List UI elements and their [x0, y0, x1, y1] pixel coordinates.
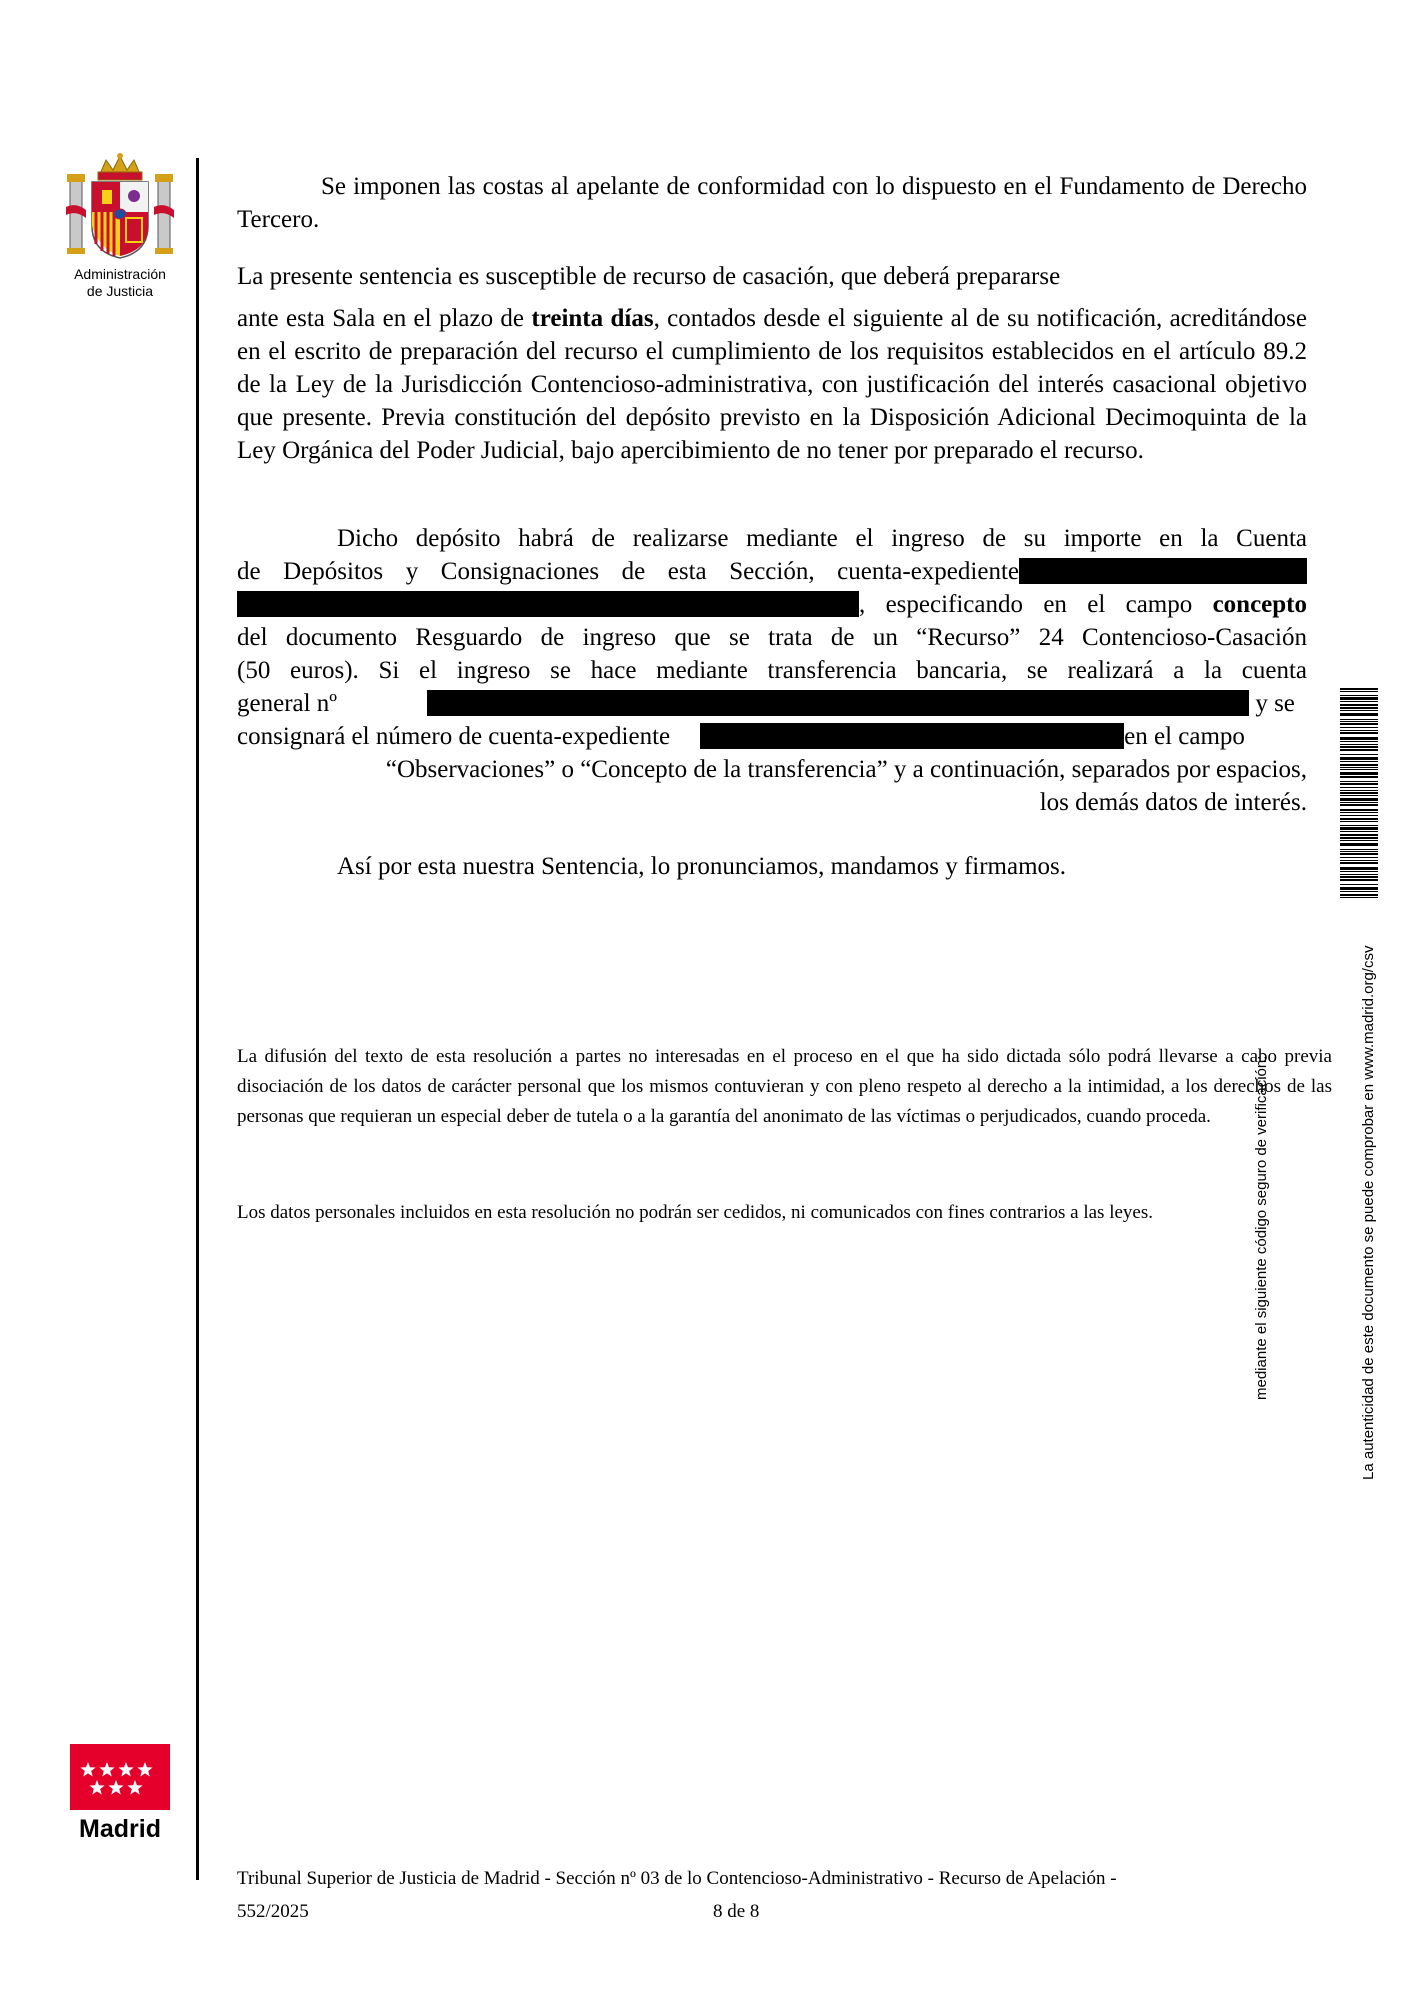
star-icon	[108, 1780, 123, 1794]
barcode-bar	[1340, 744, 1378, 745]
redaction-bar	[700, 723, 1124, 749]
barcode-bar	[1340, 804, 1378, 806]
barcode-icon	[1340, 688, 1378, 898]
barcode-bar	[1340, 749, 1378, 751]
barcode-bar	[1340, 746, 1378, 748]
footer-page-number: 8 de 8	[713, 1901, 760, 1922]
deposit-line-1: Dicho depósito habrá de realizarse mediante el ingreso de su importe en la Cuenta	[337, 525, 1307, 552]
appeal-text-a: ante esta Sala en el plazo de	[237, 305, 532, 332]
redaction-bar	[237, 591, 859, 617]
deposit-line-7	[237, 720, 1307, 753]
deposit-line-7-a: consignará el número de cuenta-expediente	[237, 723, 671, 750]
barcode-bar	[1340, 781, 1378, 782]
paragraph-appeal-intro: La presente sentencia es susceptible de recurso de casación, que deberá prepararse	[237, 263, 1061, 290]
barcode-bar	[1340, 827, 1378, 830]
barcode-bar	[1340, 897, 1378, 898]
appeal-text-b: , contados desde el siguiente al de su notificación, acreditándose en el escrito de preparación del recurso el cumplimiento de los requisitos establecidos en el artículo 89.2 de la Ley de la Jurisdicción Contencioso-administrativa, con justificación del interés casacional objetivo que presente. Previa constitución del depósito previsto en la Disposición Adicional Decimoquinta de la Ley Orgánica del Poder Judicial, bajo apercibimiento de no tener por preparado el recurso.	[237, 305, 1308, 464]
barcode-bar	[1340, 818, 1378, 820]
deposit-line-9: los demás datos de interés.	[1039, 789, 1307, 816]
star-icon	[127, 1780, 142, 1794]
madrid-stars-icon	[70, 1744, 170, 1810]
margin-rule	[196, 158, 199, 1880]
concepto-bold: concepto	[1212, 591, 1307, 618]
coat-caption	[52, 266, 188, 300]
barcode-bar	[1340, 860, 1378, 861]
barcode-bar	[1340, 787, 1378, 788]
barcode-bar	[1340, 840, 1378, 841]
barcode-bar	[1340, 767, 1378, 768]
barcode-bar	[1340, 798, 1378, 801]
deposit-line-4: del documento Resguardo de ingreso que se trata de un “Recurso” 24 Contencioso-Casación	[237, 624, 1307, 651]
deposit-line-3-text: , especificando en el campo	[859, 591, 1213, 618]
barcode-bar	[1340, 876, 1378, 878]
barcode-bar	[1340, 809, 1378, 811]
barcode-bar	[1340, 812, 1378, 813]
barcode-bar	[1340, 887, 1378, 890]
barcode-bar	[1340, 874, 1378, 875]
barcode-bar	[1340, 862, 1378, 864]
barcode-bar	[1340, 776, 1378, 778]
barcode-bar	[1340, 825, 1378, 826]
barcode-bar	[1340, 851, 1378, 852]
barcode-bar	[1340, 783, 1378, 785]
verification-text-2: La autenticidad de este documento se puede comprobar en www.madrid.org/csv	[1360, 945, 1377, 1480]
barcode-bar	[1340, 834, 1378, 836]
deposit-line-2	[237, 555, 1307, 588]
barcode-bar	[1340, 772, 1378, 775]
barcode-bar	[1340, 757, 1378, 760]
footer-court: Tribunal Superior de Justicia de Madrid - Sección nº 03 de lo Contencioso-Administrativo - Recurso de Apelación -	[237, 1868, 1117, 1889]
barcode-bar	[1340, 754, 1378, 755]
barcode-bar	[1340, 891, 1378, 892]
barcode-bar	[1340, 815, 1378, 816]
barcode-bar	[1340, 802, 1378, 803]
barcode-bar	[1340, 853, 1378, 855]
deposit-line-7-b: en el campo	[1124, 723, 1245, 750]
star-icon	[137, 1762, 152, 1776]
deposit-line-6-b: y se	[1249, 690, 1295, 717]
madrid-logo-word: Madrid	[79, 1815, 161, 1843]
barcode-bar	[1340, 713, 1378, 716]
redaction-bar	[427, 690, 1249, 716]
coat-caption-line2: de Justicia	[86, 283, 154, 299]
madrid-logo	[70, 1744, 170, 1844]
barcode-bar	[1340, 737, 1378, 740]
deposit-line-8: “Observaciones” o “Concepto de la transferencia” y a continuación, separados por espacios,	[385, 756, 1307, 783]
footer-row-2	[237, 1895, 1247, 1928]
paragraph-appeal-details	[237, 302, 1307, 467]
barcode-bar	[1340, 849, 1378, 850]
barcode-bar	[1340, 795, 1378, 796]
footer-case-number: 552/2025	[237, 1901, 309, 1922]
barcode-bar	[1340, 790, 1378, 791]
paragraph-costs: Se imponen las costas al apelante de conformidad con lo dispuesto en el Fundamento de Derecho Tercero.	[237, 173, 1307, 233]
barcode-bar	[1340, 894, 1378, 896]
star-icon	[89, 1780, 104, 1794]
barcode-bar	[1340, 727, 1378, 728]
verification-text-1: mediante el siguiente código seguro de verificación:	[1253, 1055, 1270, 1400]
barcode-bar	[1340, 701, 1378, 702]
barcode-bar	[1340, 719, 1378, 720]
barcode-bar	[1340, 695, 1378, 696]
barcode-bar	[1340, 732, 1378, 734]
star-icon	[80, 1762, 95, 1776]
barcode-bar	[1340, 871, 1378, 872]
appeal-deadline: treinta días	[531, 305, 654, 332]
barcode-bar	[1340, 769, 1378, 770]
deposit-line-2-text: de Depósitos y Consignaciones de esta Sección, cuenta-expediente	[237, 558, 1019, 585]
barcode-bar	[1340, 764, 1378, 766]
barcode-bar	[1340, 697, 1378, 700]
barcode-bar	[1340, 857, 1378, 858]
redaction-bar	[1019, 558, 1307, 584]
notice-dissemination: La difusión del texto de esta resolución a partes no interesadas en el proceso en el que ha sido dictada sólo podrá llevarse a cabo previa disociación de los datos de carácter personal que los mismos contuvieran y con pleno respeto al derecho a la intimidad, a los derechos de las personas que requieran un especial deber de tutela o a la garantía del anonimato de las víctimas o perjudicados, cuando proceda.	[237, 1046, 1332, 1127]
barcode-bar	[1340, 884, 1378, 885]
barcode-bar	[1340, 761, 1378, 762]
star-icon	[118, 1762, 133, 1776]
page-footer	[237, 1862, 1247, 1928]
barcode-bar	[1340, 867, 1378, 870]
barcode-bar	[1340, 721, 1378, 722]
barcode-bar	[1340, 831, 1378, 832]
barcode-bar	[1340, 730, 1378, 731]
barcode-bar	[1340, 821, 1378, 822]
deposit-line-6-a: general nº	[237, 690, 338, 717]
barcode-bar	[1340, 792, 1378, 794]
paragraph-deposit	[237, 522, 1307, 819]
barcode-bar	[1340, 723, 1378, 725]
barcode-bar	[1340, 704, 1378, 706]
barcode-bar	[1340, 688, 1378, 690]
deposit-line-6	[237, 687, 1307, 720]
coat-of-arms-icon	[66, 152, 174, 262]
barcode-bar	[1340, 710, 1378, 711]
notice-personal-data: Los datos personales incluidos en esta resolución no podrán ser cedidos, ni comunicados con fines contrarios a las leyes.	[237, 1202, 1153, 1223]
barcode-bar	[1340, 707, 1378, 709]
barcode-bar	[1340, 837, 1378, 839]
barcode-bar	[1340, 741, 1378, 742]
barcode-bar	[1340, 691, 1378, 692]
deposit-line-5: (50 euros). Si el ingreso se hace mediante transferencia bancaria, se realizará a la cuenta	[237, 657, 1307, 684]
barcode-bar	[1340, 843, 1378, 846]
paragraph-closing: Así por esta nuestra Sentencia, lo pronunciamos, mandamos y firmamos.	[337, 853, 1067, 880]
coat-caption-line1: Administración	[74, 266, 166, 282]
deposit-line-3	[237, 588, 1307, 621]
barcode-bar	[1340, 879, 1378, 881]
star-icon	[99, 1762, 114, 1776]
